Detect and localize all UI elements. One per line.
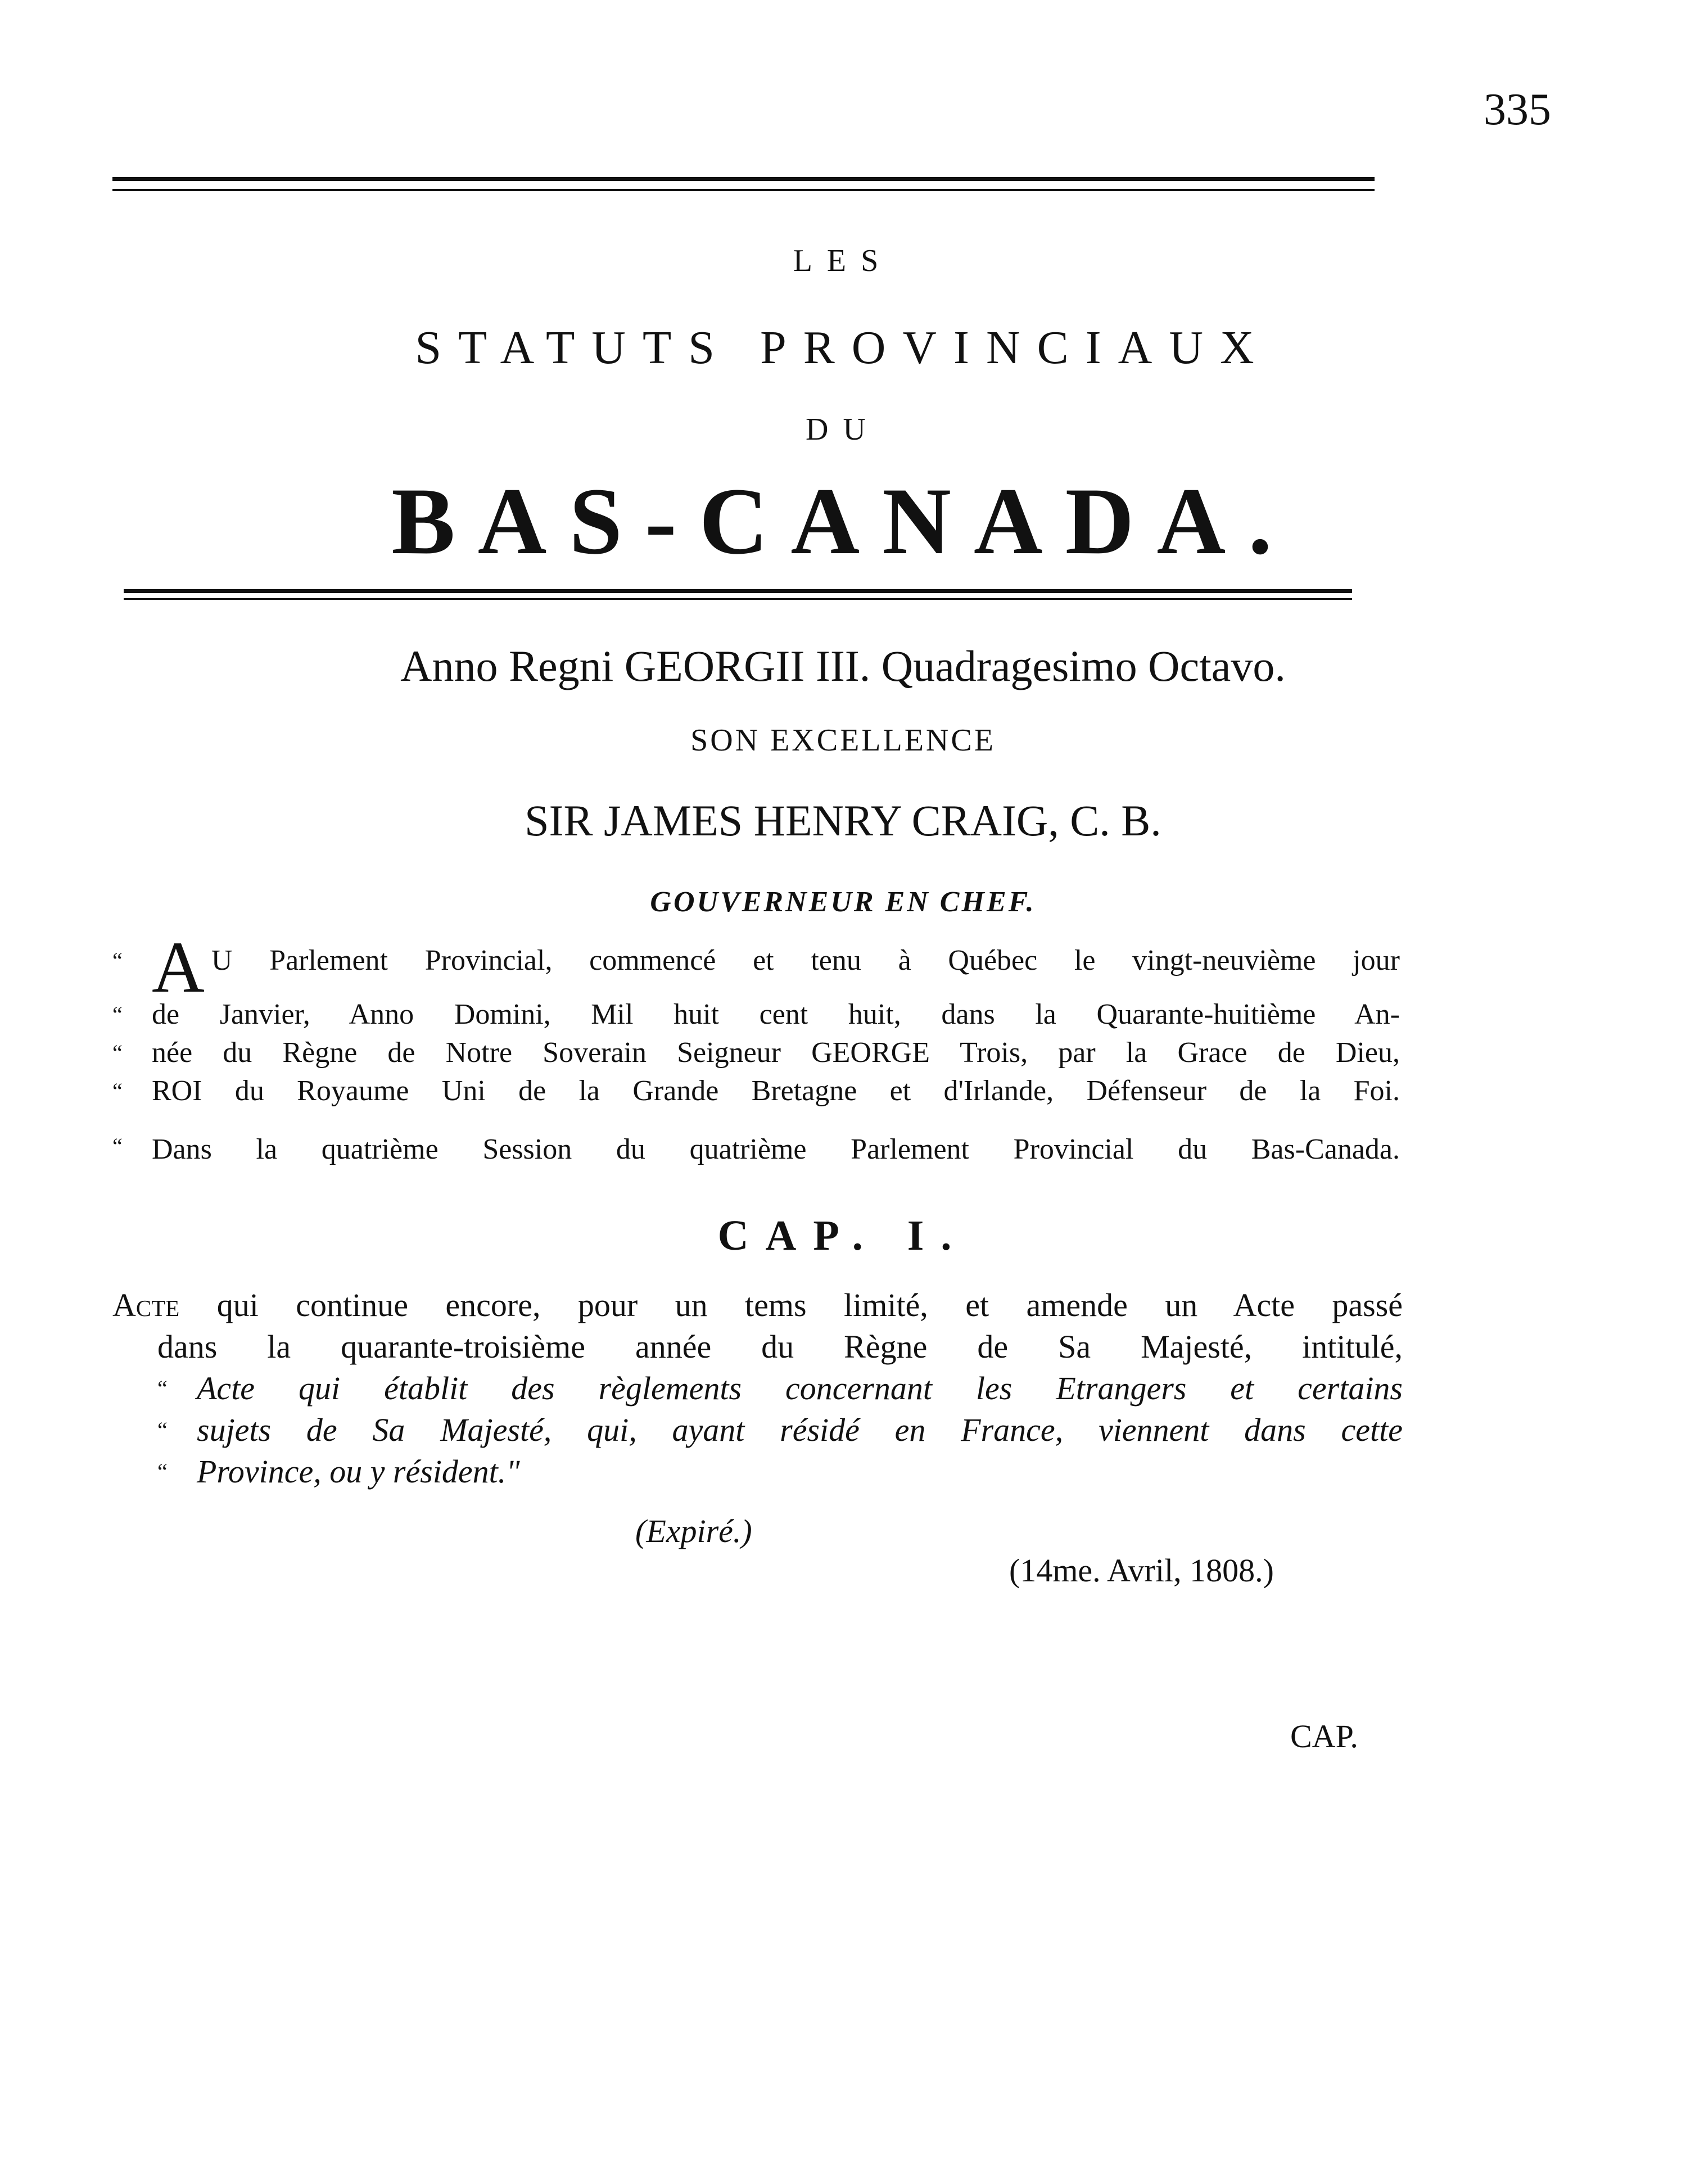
- act-quoted-line: [112, 1409, 1403, 1451]
- governor-name: SIR JAMES HENRY CRAIG, C. B.: [525, 796, 1161, 845]
- act-quoted-text: sujets de Sa Majesté, qui, ayant résidé en France, viennent dans cette: [197, 1412, 1403, 1448]
- act-quoted-line: [112, 1368, 1403, 1409]
- preamble-line: [112, 1034, 1400, 1072]
- chapter-heading: CAP. I.: [717, 1212, 969, 1259]
- drop-cap: A: [152, 927, 205, 1008]
- governor-title: GOUVERNEUR EN CHEF.: [650, 886, 1036, 918]
- preamble: [112, 927, 1400, 1110]
- quote-mark: “: [157, 1459, 168, 1484]
- quote-mark: “: [112, 1133, 123, 1159]
- quote-mark: “: [112, 1078, 123, 1104]
- quote-mark: “: [157, 1376, 168, 1401]
- session-line: [112, 1133, 1400, 1166]
- quote-mark: “: [112, 1002, 123, 1027]
- title-les: LES: [793, 243, 893, 278]
- act-lead: Acte: [112, 1287, 180, 1323]
- middle-rule: [124, 589, 1352, 600]
- act-text: qui continue encore, pour un tems limité, et amende un Acte passé: [216, 1287, 1403, 1323]
- catchword: CAP.: [1290, 1718, 1358, 1755]
- preamble-text: U Parlement Provincial, commencé et tenu à Québec le vingt-neuvième jour: [211, 944, 1400, 976]
- page-number: 335: [1484, 85, 1551, 134]
- title-du: DU: [806, 412, 880, 447]
- regnal-year: Anno Regni GEORGII III. Quadragesimo Octavo.: [400, 641, 1286, 690]
- act-title: [112, 1285, 1403, 1493]
- act-date: (14me. Avril, 1808.): [1009, 1552, 1274, 1589]
- preamble-text: de Janvier, Anno Domini, Mil huit cent huit, dans la Quarante-huitième An-: [152, 998, 1400, 1030]
- act-line: dans la quarante-troisième année du Règne de Sa Majesté, intitulé,: [157, 1328, 1403, 1365]
- quote-mark: “: [157, 1417, 168, 1443]
- preamble-line: [112, 1072, 1400, 1110]
- expired-note: (Expiré.): [635, 1513, 752, 1549]
- act-line: [112, 1285, 1403, 1326]
- act-quoted-line: [112, 1451, 1403, 1493]
- session-text: Dans la quatrième Session du quatrième Parlement Provincial du Bas-Canada.: [152, 1133, 1400, 1165]
- preamble-line: [112, 927, 1400, 1008]
- act-quoted-text: Acte qui établit des règlements concernant les Etrangers et certains: [197, 1370, 1403, 1407]
- preamble-text: née du Règne de Notre Soverain Seigneur GEORGE Trois, par la Grace de Dieu,: [152, 1037, 1400, 1069]
- preamble-line: [112, 996, 1400, 1034]
- quote-mark: “: [112, 1040, 123, 1065]
- preamble-text: ROI du Royaume Uni de la Grande Bretagne et d'Irlande, Défenseur de la Foi.: [152, 1075, 1400, 1107]
- son-excellence: SON EXCELLENCE: [690, 723, 996, 758]
- title-statuts: STATUTS PROVINCIAUX: [415, 322, 1271, 374]
- title-bas-canada: BAS-CANADA.: [391, 468, 1295, 574]
- act-quoted-text: Province, ou y résident.": [197, 1453, 520, 1490]
- top-rule: [112, 177, 1375, 191]
- quote-mark: “: [112, 948, 123, 973]
